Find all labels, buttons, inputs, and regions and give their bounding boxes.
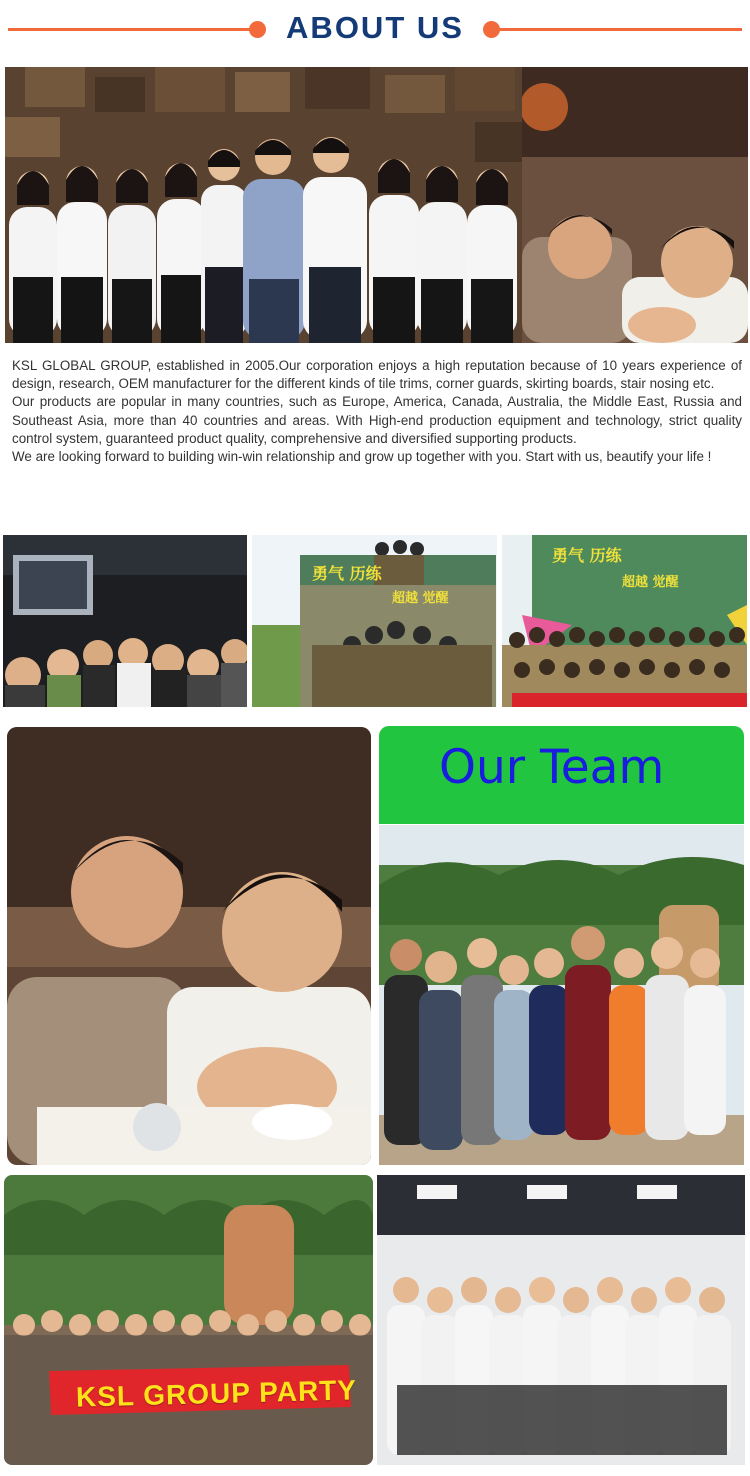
party-banner-text: KSL GROUP PARTY: [75, 1374, 358, 1413]
our-team-banner: [379, 726, 744, 824]
training-group-sign-text-2: 超越 觉醒: [622, 575, 679, 590]
header-dot-left: [249, 21, 266, 38]
training-group-photo: [502, 535, 747, 707]
group-party-photo: [4, 1175, 373, 1465]
our-team-label: Our Team: [439, 740, 665, 795]
training-group-sign-text-1: 勇气 历练: [552, 546, 622, 565]
intro-paragraph-2: Our products are popular in many countries, such as Europe, America, Canada, Australia, the Middle East, Russia and Southeast Asia, more than 40 countries and areas. With High-end production equipment and technology, strict quality control system, guaranteed product quality, comprehensive and diversified supporting products.: [12, 394, 742, 446]
office-celebration-photo: [377, 1175, 745, 1465]
karaoke-party-photo: [3, 535, 247, 707]
training-sign-text-1: 勇气 历练: [312, 564, 382, 583]
page-title: ABOUT US: [286, 10, 464, 45]
team-outdoor-photo: [379, 825, 744, 1165]
training-sign-text-2: 超越 觉醒: [392, 591, 449, 606]
intro-paragraph-1: KSL GLOBAL GROUP, established in 2005.Our corporation enjoys a high reputation because of 10 years experience of design, research, OEM manufacturer for the different kinds of tile trims, corner guards, skirting boards, stair nosing etc.: [12, 358, 742, 392]
header-line-left: [8, 28, 258, 31]
staff-group-photo: [5, 67, 522, 343]
training-wall-photo: [252, 535, 497, 707]
intro-paragraph-3: We are looking forward to building win-win relationship and grow up together with you. Start with us, beautify your life !: [12, 449, 712, 465]
header-line-right: [492, 28, 742, 31]
company-intro: [12, 357, 742, 466]
meeting-photo-small: [522, 67, 748, 343]
meeting-photo-large: [7, 727, 371, 1165]
